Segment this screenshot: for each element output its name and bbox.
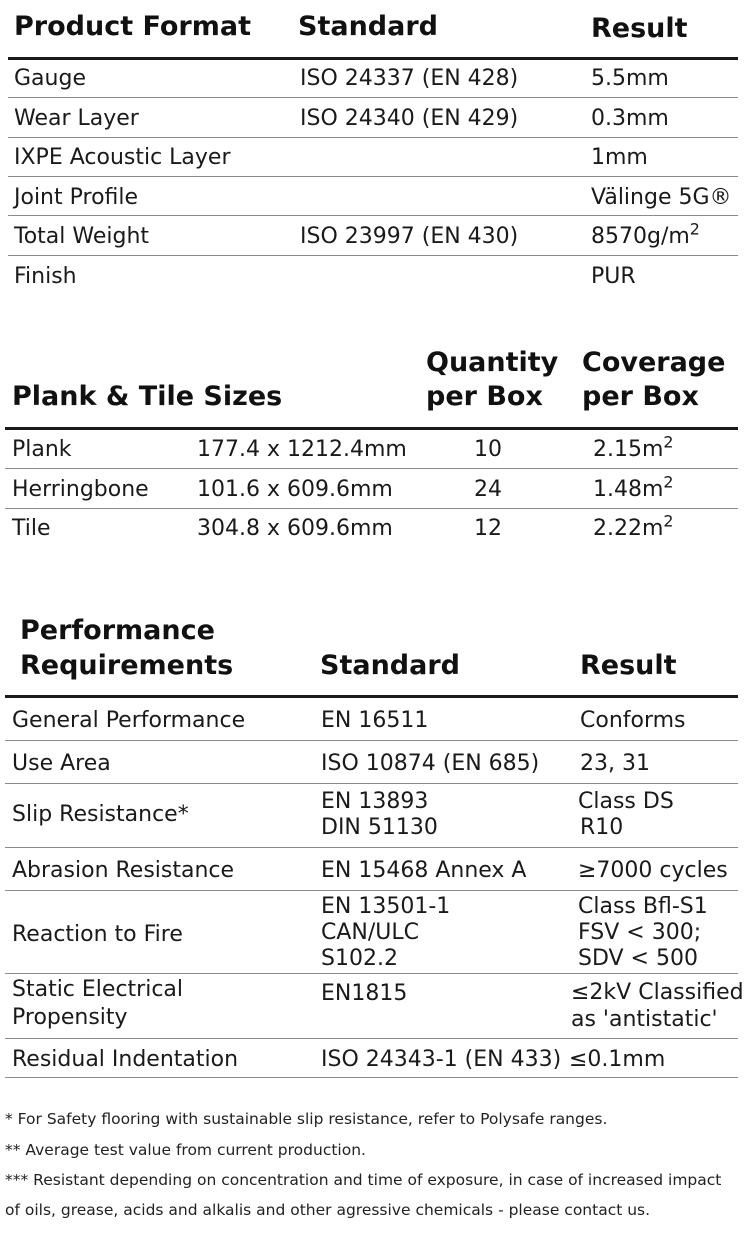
standard-header: Standard (298, 11, 438, 42)
row-result: ≤2kV Classified (571, 980, 744, 1005)
header-divider (5, 427, 738, 430)
footnote: * For Safety flooring with sustainable slip resistance, refer to Polysafe ranges. (5, 1110, 608, 1128)
row-divider (8, 176, 738, 177)
row-divider (5, 740, 738, 741)
row-result: 23, 31 (580, 751, 650, 776)
row-result: Class DS (578, 789, 674, 814)
performance-header-line1: Performance (20, 615, 215, 646)
row-coverage: $2.22m^2$ (593, 511, 674, 541)
row-quantity: 12 (474, 516, 502, 541)
row-result: ≥7000 cycles (578, 858, 728, 883)
row-dimensions: 304.8 x 609.6mm (197, 516, 393, 541)
footnote: *** Resistant depending on concentration and time of exposure, in case of increased impact (5, 1171, 722, 1189)
row-label: Use Area (12, 751, 111, 776)
row-result: 5.5mm (591, 66, 669, 91)
row-standard: ISO 10874 (EN 685) (321, 751, 540, 776)
superscript: 2 (663, 511, 674, 531)
coverage-header-line2: per Box (582, 381, 699, 412)
row-result: as 'antistatic' (571, 1007, 718, 1032)
row-divider (5, 1077, 738, 1078)
row-coverage: $1.48m^2$ (593, 472, 674, 502)
row-label: IXPE Acoustic Layer (14, 145, 231, 170)
row-divider (5, 847, 738, 848)
row-label: Residual Indentation (12, 1047, 239, 1072)
row-divider (5, 783, 738, 784)
row-quantity: 10 (474, 437, 502, 462)
row-result: 1mm (591, 145, 648, 170)
superscript: 2 (663, 432, 674, 452)
row-result: Class Bfl-S1 (578, 894, 708, 919)
footnote: ** Average test value from current production. (5, 1141, 366, 1159)
row-standard: EN 16511 (321, 708, 429, 733)
header-divider (5, 695, 738, 698)
superscript: 2 (663, 472, 674, 492)
row-result: 0.3mm (591, 106, 669, 131)
row-result: R10 (580, 815, 624, 840)
row-standard: S102.2 (321, 946, 398, 971)
row-standard: ISO 24343-1 (EN 433) (321, 1047, 562, 1072)
row-label: General Performance (12, 708, 246, 733)
row-label: Tile (12, 516, 51, 541)
row-result: PUR (591, 264, 636, 289)
row-standard: ISO 24337 (EN 428) (300, 66, 519, 91)
row-divider (5, 973, 738, 974)
superscript: 2 (689, 219, 700, 239)
row-divider (5, 890, 738, 891)
sizes-header: Plank & Tile Sizes (12, 381, 283, 412)
quantity-header-line1: Quantity (426, 347, 559, 378)
result-header: Result (580, 650, 677, 681)
row-divider (5, 508, 738, 509)
row-standard: ISO 23997 (EN 430) (300, 224, 519, 249)
row-divider (8, 97, 738, 98)
row-divider (8, 215, 738, 216)
row-label: Finish (14, 264, 77, 289)
row-standard: DIN 51130 (321, 815, 438, 840)
row-label: Herringbone (12, 477, 149, 502)
row-label: Plank (12, 437, 72, 462)
row-result: $8570g/m^2$ (591, 219, 700, 249)
coverage-header-line1: Coverage (582, 347, 726, 378)
row-label: Static Electrical (12, 977, 184, 1002)
row-standard: EN 13893 (321, 789, 429, 814)
row-label: Joint Profile (14, 185, 139, 210)
row-dimensions: 177.4 x 1212.4mm (197, 437, 407, 462)
quantity-header-line2: per Box (426, 381, 543, 412)
row-standard: EN 13501-1 (321, 894, 451, 919)
row-result: ≤0.1mm (569, 1047, 666, 1072)
header-divider (8, 57, 738, 60)
row-label: Total Weight (14, 224, 150, 249)
row-label: Propensity (12, 1005, 128, 1030)
row-divider (5, 468, 738, 469)
row-result: SDV < 500 (578, 946, 698, 971)
row-label: Abrasion Resistance (12, 858, 235, 883)
product-format-header: Product Format (14, 11, 251, 42)
row-standard: CAN/ULC (321, 920, 420, 945)
row-quantity: 24 (474, 477, 502, 502)
row-result: Välinge 5G® (591, 185, 732, 210)
row-standard: EN1815 (321, 981, 408, 1006)
row-label: Wear Layer (14, 106, 139, 131)
footnote: of oils, grease, acids and alkalis and other agressive chemicals - please contact us. (5, 1201, 651, 1219)
performance-header-line2: Requirements (20, 650, 234, 681)
row-dimensions: 101.6 x 609.6mm (197, 477, 393, 502)
row-coverage: $2.15m^2$ (593, 432, 674, 462)
row-label: Gauge (14, 66, 86, 91)
row-standard: ISO 24340 (EN 429) (300, 106, 519, 131)
row-result: Conforms (580, 708, 686, 733)
row-label: Slip Resistance* (12, 802, 189, 827)
row-standard: EN 15468 Annex A (321, 858, 527, 883)
result-header: Result (591, 13, 688, 44)
row-label: Reaction to Fire (12, 922, 183, 947)
row-divider (8, 255, 738, 256)
row-result: FSV < 300; (578, 920, 702, 945)
row-divider (8, 137, 738, 138)
row-divider (5, 1038, 738, 1039)
standard-header: Standard (320, 650, 460, 681)
